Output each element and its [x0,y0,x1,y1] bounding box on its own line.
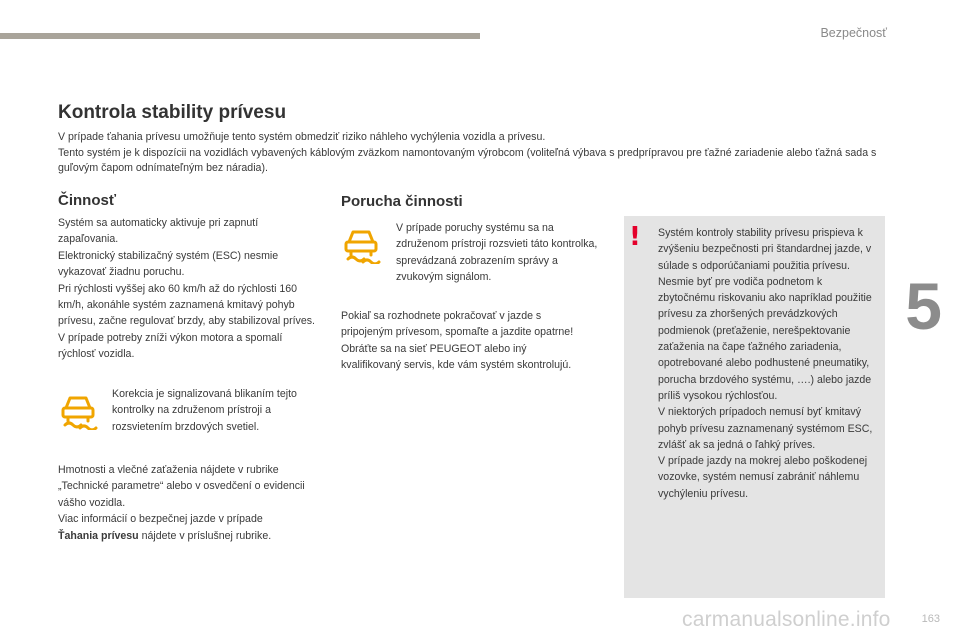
warning-line: Systém kontroly stability prívesu prispieva k zvýšeniu bezpečnosti pri štandardnej jazde, v súlade s odporúčaniami použitia prívesu. [658,227,872,272]
activity-line: Pri rýchlosti vyššej ako 60 km/h až do rýchlosti 160 km/h, akonáhle systém zaznamená kmitavý pohyb prívesu, začne regulovať brzdy, aby stabilizoval príves. V prípade potreby zníži výkon motora a spomalí rýchlosť vozidla. [58,282,315,361]
fault-line: Obráťte sa na sieť PEUGEOT alebo iný kvalifikovaný servis, kde vám systém skontrolujú. [341,342,572,372]
weights-line-end: nájdete v príslušnej rubrike. [138,529,272,542]
watermark: carmanualsonline.info [682,608,891,631]
chapter-number: 5 [905,269,942,343]
activity-text [58,215,320,363]
fault-line: Pokiaľ sa rozhodnete pokračovať v jazde s pripojeným prívesom, spomaľte a jazdite opatrne! [341,310,574,339]
warning-line: V prípade jazdy na mokrej alebo poškodenej vozovke, systém nemusí zabrániť náhlemu vychýleniu prívesu. [658,455,868,500]
warning-line: V niektorých prípadoch nemusí byť kmitavý pohyb prívesu zaznamenaný systémom ESC, zvlášť ak sa jedná o ľahký príves. [658,406,873,451]
weights-line: Hmotnosti a vlečné zaťaženia nájdete v rubrike „Technické parametre“ alebo v osvedčení o evidencii vášho vozidla. [58,464,305,509]
intro-text [58,130,898,177]
fault-text [341,308,581,374]
activity-heading: Činnosť [58,192,117,209]
weights-line [58,511,323,544]
weights-text [58,462,323,544]
warning-line: Nesmie byť pre vodiča podnetom k zbytočnému riskovaniu ako napríklad použitie prívesu za zhoršených prevádzkových podmienok (preťaženie, nerešpektovanie zaťaženia na čape ťažného zariadenia, opotrebované alebo podhustené pneumatiky, porucha brzdového systému, ….) alebo jazde príliš vysokou rýchlosťou. [658,275,872,402]
intro-line: V prípade ťahania prívesu umožňuje tento systém obmedziť riziko náhleho vychýlenia vozidla a prívesu. [58,131,546,143]
fault-heading: Porucha činnosti [341,193,463,210]
blinking-indicator-note: Korekcia je signalizovaná blikaním tejto kontrolky na združenom prístroji a rozsvietením brzdových svetiel. [112,388,297,433]
activity-line: Elektronický stabilizačný systém (ESC) nesmie vykazovať žiadnu poruchu. [58,249,279,279]
page-number: 163 [921,613,940,625]
section-name: Bezpečnosť [820,26,887,40]
activity-line: Systém sa automaticky aktivuje pri zapnutí zapaľovania. [58,217,259,246]
exclamation-icon: ! [629,222,641,252]
intro-line: Tento systém je k dispozícii na vozidlách vybavených káblovým zväzkom namontovaným výrobcom (voliteľná výbava s predprípravou pre ťažné zariadenie alebo ťažná sada s guľovým čapom odnímateľným bez náradia). [58,146,877,174]
trailer-stability-warning-icon [341,226,381,264]
page-title: Kontrola stability prívesu [58,102,287,123]
fault-indicator-note: V prípade poruchy systému sa na združenom prístroji rozsvieti táto kontrolka, sprevádzaná zobrazením správy a zvukovým signálom. [396,222,598,284]
trailer-towing-reference: Ťahania prívesu [58,529,139,542]
weights-line-text: Viac informácií o bezpečnej jazde v prípade [58,513,263,526]
trailer-stability-warning-icon [58,392,98,430]
header-bar [0,33,480,39]
warning-text [658,225,880,502]
